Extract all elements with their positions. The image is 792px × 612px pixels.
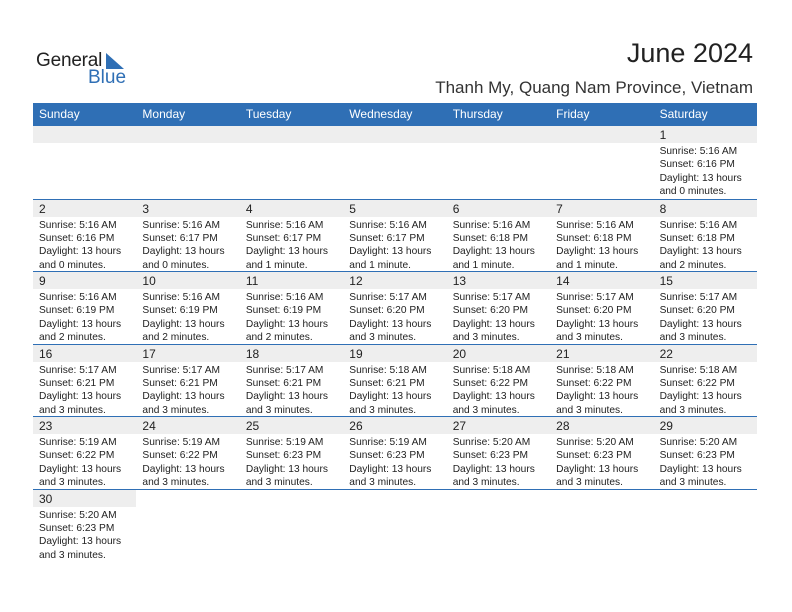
daylight-text: Daylight: 13 hours bbox=[349, 318, 432, 330]
day-sun-info bbox=[33, 217, 136, 273]
day-sun-info bbox=[550, 289, 653, 345]
empty-day-cell bbox=[240, 490, 343, 563]
day-number-bar bbox=[240, 200, 343, 217]
day-sun-info bbox=[550, 217, 653, 273]
day-cell bbox=[33, 200, 136, 273]
day-number-bar bbox=[654, 126, 757, 143]
daylight-minutes-text: and 2 minutes. bbox=[142, 332, 210, 344]
sunrise-text: Sunrise: 5:17 AM bbox=[556, 292, 634, 303]
day-number: 19 bbox=[349, 346, 363, 361]
daylight-minutes-text: and 2 minutes. bbox=[245, 332, 313, 344]
sunset-text: Sunset: 6:17 PM bbox=[142, 232, 218, 244]
day-sun-info bbox=[33, 289, 136, 345]
daylight-text: Daylight: 13 hours bbox=[142, 246, 225, 258]
daylight-text: Daylight: 13 hours bbox=[659, 391, 742, 403]
sunset-text: Sunset: 6:19 PM bbox=[142, 305, 218, 317]
day-sun-info bbox=[447, 289, 550, 345]
daylight-text: Daylight: 13 hours bbox=[142, 318, 225, 330]
sunrise-text: Sunrise: 5:19 AM bbox=[39, 437, 117, 448]
daylight-text: Daylight: 13 hours bbox=[452, 463, 535, 475]
daylight-text: Daylight: 13 hours bbox=[39, 391, 122, 403]
day-number-bar bbox=[447, 126, 550, 143]
empty-day-cell bbox=[550, 490, 653, 563]
daylight-minutes-text: and 0 minutes. bbox=[659, 186, 727, 198]
day-number-bar bbox=[136, 200, 239, 217]
day-cell bbox=[550, 417, 653, 490]
day-cell bbox=[33, 417, 136, 490]
sunrise-text: Sunrise: 5:16 AM bbox=[39, 292, 117, 303]
day-sun-info bbox=[136, 289, 239, 345]
daylight-minutes-text: and 3 minutes. bbox=[452, 477, 520, 489]
daylight-minutes-text: and 3 minutes. bbox=[556, 477, 623, 489]
day-sun-info bbox=[447, 434, 550, 490]
day-cell bbox=[33, 272, 136, 345]
daylight-minutes-text: and 2 minutes. bbox=[659, 259, 727, 271]
calendar-week-row bbox=[33, 489, 757, 562]
logo-word-general: General bbox=[36, 50, 103, 71]
daylight-minutes-text: and 3 minutes. bbox=[659, 404, 727, 416]
sunset-text: Sunset: 6:20 PM bbox=[556, 305, 632, 317]
weekday-monday: Monday bbox=[142, 107, 186, 121]
day-number-bar bbox=[240, 126, 343, 143]
day-cell bbox=[654, 200, 757, 273]
daylight-minutes-text: and 3 minutes. bbox=[245, 404, 313, 416]
daylight-minutes-text: and 3 minutes. bbox=[659, 477, 727, 489]
daylight-minutes-text: and 3 minutes. bbox=[349, 477, 417, 489]
daylight-text: Daylight: 13 hours bbox=[245, 463, 328, 475]
day-number: 5 bbox=[349, 201, 356, 216]
daylight-text: Daylight: 13 hours bbox=[349, 391, 432, 403]
sunrise-text: Sunrise: 5:16 AM bbox=[556, 219, 634, 231]
day-number: 29 bbox=[659, 419, 673, 433]
day-cell bbox=[136, 417, 239, 490]
day-cell bbox=[550, 272, 653, 345]
daylight-text: Daylight: 13 hours bbox=[556, 391, 639, 403]
day-sun-info bbox=[33, 434, 136, 490]
sunrise-text: Sunrise: 5:20 AM bbox=[39, 509, 117, 521]
page-title: June 2024 bbox=[626, 38, 753, 68]
empty-day-cell bbox=[343, 126, 446, 199]
day-number: 10 bbox=[142, 274, 156, 288]
weekday-friday: Friday bbox=[556, 107, 590, 121]
sunrise-text: Sunrise: 5:17 AM bbox=[245, 364, 324, 376]
sunrise-text: Sunrise: 5:16 AM bbox=[142, 292, 221, 303]
daylight-text: Daylight: 13 hours bbox=[142, 463, 225, 475]
sunrise-text: Sunrise: 5:20 AM bbox=[556, 437, 634, 448]
sunrise-text: Sunrise: 5:16 AM bbox=[142, 219, 221, 231]
day-sun-info bbox=[240, 434, 343, 490]
day-number: 14 bbox=[556, 274, 570, 288]
daylight-minutes-text: and 2 minutes. bbox=[39, 332, 106, 344]
daylight-text: Daylight: 13 hours bbox=[659, 463, 742, 475]
day-number-bar bbox=[240, 490, 343, 507]
day-cell bbox=[240, 345, 343, 418]
daylight-text: Daylight: 13 hours bbox=[556, 463, 639, 475]
day-sun-info bbox=[343, 362, 446, 418]
daylight-text: Daylight: 13 hours bbox=[659, 318, 742, 330]
sunset-text: Sunset: 6:17 PM bbox=[349, 232, 425, 244]
sunrise-text: Sunrise: 5:17 AM bbox=[39, 364, 117, 376]
day-cell bbox=[447, 272, 550, 345]
sunrise-text: Sunrise: 5:17 AM bbox=[349, 292, 427, 303]
sunrise-text: Sunrise: 5:18 AM bbox=[452, 364, 531, 376]
day-number: 6 bbox=[452, 201, 460, 216]
empty-day-cell bbox=[343, 490, 446, 563]
day-number-bar bbox=[33, 200, 136, 217]
day-number-bar bbox=[654, 200, 757, 217]
day-sun-info bbox=[550, 362, 653, 418]
day-number: 1 bbox=[659, 128, 667, 142]
empty-day-cell bbox=[654, 490, 757, 563]
day-number: 2 bbox=[39, 201, 46, 216]
sunset-text: Sunset: 6:23 PM bbox=[659, 450, 735, 462]
daylight-minutes-text: and 0 minutes. bbox=[39, 259, 106, 271]
sunset-text: Sunset: 6:18 PM bbox=[659, 232, 735, 244]
sunset-text: Sunset: 6:22 PM bbox=[659, 377, 735, 389]
day-number-bar bbox=[343, 126, 446, 143]
day-sun-info bbox=[240, 362, 343, 418]
sunset-text: Sunset: 6:21 PM bbox=[349, 377, 425, 389]
daylight-minutes-text: and 1 minute. bbox=[245, 259, 308, 271]
daylight-text: Daylight: 13 hours bbox=[245, 318, 328, 330]
sunset-text: Sunset: 6:23 PM bbox=[39, 522, 115, 534]
daylight-text: Daylight: 13 hours bbox=[39, 246, 122, 258]
day-cell bbox=[447, 200, 550, 273]
daylight-minutes-text: and 1 minute. bbox=[349, 259, 412, 271]
day-cell bbox=[136, 345, 239, 418]
sunset-text: Sunset: 6:22 PM bbox=[556, 377, 632, 389]
sunrise-text: Sunrise: 5:19 AM bbox=[349, 437, 427, 448]
day-number-bar bbox=[550, 490, 653, 507]
daylight-text: Daylight: 13 hours bbox=[659, 172, 742, 184]
day-number-bar bbox=[343, 490, 446, 507]
day-number-bar bbox=[343, 200, 446, 217]
weekday-wednesday: Wednesday bbox=[349, 107, 413, 121]
calendar-weeks bbox=[33, 126, 757, 561]
daylight-minutes-text: and 0 minutes. bbox=[142, 259, 210, 271]
day-sun-info bbox=[240, 217, 343, 273]
day-number-bar bbox=[447, 490, 550, 507]
calendar-grid bbox=[33, 103, 757, 561]
day-sun-info bbox=[447, 362, 550, 418]
sunset-text: Sunset: 6:18 PM bbox=[556, 232, 632, 244]
day-number: 21 bbox=[556, 346, 570, 361]
sunset-text: Sunset: 6:23 PM bbox=[349, 450, 425, 462]
sunset-text: Sunset: 6:16 PM bbox=[659, 159, 735, 171]
sunrise-text: Sunrise: 5:17 AM bbox=[452, 292, 531, 303]
daylight-text: Daylight: 13 hours bbox=[142, 391, 225, 403]
daylight-text: Daylight: 13 hours bbox=[349, 463, 432, 475]
empty-day-cell bbox=[447, 126, 550, 199]
daylight-minutes-text: and 3 minutes. bbox=[556, 404, 623, 416]
day-sun-info bbox=[136, 362, 239, 418]
sunset-text: Sunset: 6:22 PM bbox=[39, 450, 115, 462]
weekday-header bbox=[33, 103, 757, 126]
day-number-bar bbox=[447, 200, 550, 217]
day-cell bbox=[240, 417, 343, 490]
day-number: 26 bbox=[349, 419, 363, 433]
empty-day-cell bbox=[136, 490, 239, 563]
day-cell bbox=[240, 200, 343, 273]
sunrise-text: Sunrise: 5:17 AM bbox=[142, 364, 221, 376]
sunrise-text: Sunrise: 5:18 AM bbox=[556, 364, 634, 376]
day-sun-info bbox=[33, 507, 136, 563]
sunrise-text: Sunrise: 5:16 AM bbox=[39, 219, 117, 231]
day-number-bar bbox=[136, 126, 239, 143]
daylight-text: Daylight: 13 hours bbox=[452, 246, 535, 258]
sunrise-text: Sunrise: 5:19 AM bbox=[245, 437, 324, 448]
day-sun-info bbox=[654, 289, 757, 345]
sunset-text: Sunset: 6:23 PM bbox=[452, 450, 529, 462]
sunrise-text: Sunrise: 5:16 AM bbox=[659, 219, 738, 231]
day-number: 30 bbox=[39, 491, 53, 506]
day-number: 24 bbox=[142, 419, 156, 433]
sunset-text: Sunset: 6:23 PM bbox=[556, 450, 632, 462]
daylight-text: Daylight: 13 hours bbox=[39, 536, 122, 548]
weekday-thursday: Thursday bbox=[452, 107, 503, 121]
day-cell bbox=[343, 345, 446, 418]
empty-day-cell bbox=[136, 126, 239, 199]
sunset-text: Sunset: 6:20 PM bbox=[659, 305, 735, 317]
day-number: 13 bbox=[452, 274, 467, 288]
day-number: 22 bbox=[659, 346, 673, 361]
calendar-week-row bbox=[33, 126, 757, 199]
day-number: 3 bbox=[142, 201, 150, 216]
daylight-text: Daylight: 13 hours bbox=[659, 246, 742, 258]
day-sun-info bbox=[343, 289, 446, 345]
day-cell bbox=[447, 417, 550, 490]
day-number: 4 bbox=[245, 201, 253, 216]
sunrise-text: Sunrise: 5:16 AM bbox=[452, 219, 531, 231]
day-number: 18 bbox=[245, 346, 260, 361]
day-number-bar bbox=[550, 200, 653, 217]
day-sun-info bbox=[33, 362, 136, 418]
daylight-text: Daylight: 13 hours bbox=[556, 246, 639, 258]
daylight-minutes-text: and 3 minutes. bbox=[556, 332, 623, 344]
day-cell bbox=[343, 417, 446, 490]
daylight-text: Daylight: 13 hours bbox=[556, 318, 639, 330]
day-number: 16 bbox=[39, 346, 53, 361]
sunrise-text: Sunrise: 5:16 AM bbox=[349, 219, 427, 231]
sunrise-text: Sunrise: 5:16 AM bbox=[659, 146, 738, 157]
day-sun-info bbox=[654, 217, 757, 273]
daylight-minutes-text: and 3 minutes. bbox=[39, 549, 106, 561]
sunrise-text: Sunrise: 5:18 AM bbox=[659, 364, 738, 376]
logo bbox=[36, 50, 136, 90]
daylight-minutes-text: and 3 minutes. bbox=[39, 404, 106, 416]
daylight-minutes-text: and 3 minutes. bbox=[142, 404, 210, 416]
sunset-text: Sunset: 6:22 PM bbox=[142, 450, 218, 462]
day-cell bbox=[33, 345, 136, 418]
location-subtitle: Thanh My, Quang Nam Province, Vietnam bbox=[435, 78, 753, 97]
day-number-bar bbox=[33, 126, 136, 143]
day-number: 20 bbox=[452, 346, 467, 361]
calendar-week-row bbox=[33, 271, 757, 344]
day-sun-info bbox=[240, 289, 343, 345]
day-sun-info bbox=[447, 217, 550, 273]
day-cell bbox=[240, 272, 343, 345]
sunrise-text: Sunrise: 5:16 AM bbox=[245, 292, 324, 303]
day-cell bbox=[550, 345, 653, 418]
day-number-bar bbox=[136, 490, 239, 507]
day-cell bbox=[654, 417, 757, 490]
day-sun-info bbox=[136, 434, 239, 490]
calendar-week-row bbox=[33, 416, 757, 489]
weekday-tuesday: Tuesday bbox=[245, 107, 292, 121]
empty-day-cell bbox=[550, 126, 653, 199]
daylight-text: Daylight: 13 hours bbox=[452, 391, 535, 403]
calendar-week-row bbox=[33, 199, 757, 272]
day-sun-info bbox=[654, 362, 757, 418]
weekday-saturday: Saturday bbox=[659, 107, 708, 121]
empty-day-cell bbox=[240, 126, 343, 199]
sunrise-text: Sunrise: 5:17 AM bbox=[659, 292, 738, 303]
sunset-text: Sunset: 6:19 PM bbox=[245, 305, 322, 317]
daylight-text: Daylight: 13 hours bbox=[245, 246, 328, 258]
sunset-text: Sunset: 6:16 PM bbox=[39, 232, 115, 244]
sunset-text: Sunset: 6:20 PM bbox=[349, 305, 425, 317]
logo-word-blue: Blue bbox=[88, 67, 127, 88]
daylight-text: Daylight: 13 hours bbox=[452, 318, 535, 330]
daylight-minutes-text: and 3 minutes. bbox=[39, 477, 106, 489]
sunrise-text: Sunrise: 5:20 AM bbox=[452, 437, 531, 448]
empty-day-cell bbox=[447, 490, 550, 563]
sunset-text: Sunset: 6:18 PM bbox=[452, 232, 529, 244]
day-cell bbox=[654, 345, 757, 418]
daylight-minutes-text: and 1 minute. bbox=[556, 259, 618, 271]
day-cell bbox=[136, 200, 239, 273]
day-cell bbox=[343, 272, 446, 345]
day-number: 7 bbox=[556, 201, 563, 216]
day-cell bbox=[136, 272, 239, 345]
day-number-bar bbox=[654, 490, 757, 507]
sunset-text: Sunset: 6:17 PM bbox=[245, 232, 322, 244]
daylight-minutes-text: and 3 minutes. bbox=[452, 332, 520, 344]
calendar-week-row bbox=[33, 344, 757, 417]
day-number-bar bbox=[550, 126, 653, 143]
sunset-text: Sunset: 6:23 PM bbox=[245, 450, 322, 462]
day-number-bar bbox=[33, 272, 136, 289]
daylight-text: Daylight: 13 hours bbox=[245, 391, 328, 403]
sunrise-text: Sunrise: 5:16 AM bbox=[245, 219, 324, 231]
daylight-minutes-text: and 3 minutes. bbox=[245, 477, 313, 489]
sunrise-text: Sunrise: 5:18 AM bbox=[349, 364, 427, 376]
daylight-minutes-text: and 3 minutes. bbox=[452, 404, 520, 416]
daylight-minutes-text: and 3 minutes. bbox=[349, 404, 417, 416]
day-number: 9 bbox=[39, 274, 46, 288]
day-number: 8 bbox=[659, 201, 667, 216]
day-sun-info bbox=[343, 434, 446, 490]
sunset-text: Sunset: 6:19 PM bbox=[39, 305, 115, 317]
day-sun-info bbox=[654, 143, 757, 199]
day-number: 25 bbox=[245, 419, 260, 433]
day-cell bbox=[550, 200, 653, 273]
sunset-text: Sunset: 6:22 PM bbox=[452, 377, 529, 389]
empty-day-cell bbox=[33, 126, 136, 199]
day-number: 28 bbox=[556, 419, 570, 433]
sunrise-text: Sunrise: 5:20 AM bbox=[659, 437, 738, 448]
sunset-text: Sunset: 6:20 PM bbox=[452, 305, 529, 317]
weekday-sunday: Sunday bbox=[39, 107, 80, 121]
day-cell bbox=[654, 126, 757, 199]
day-cell bbox=[447, 345, 550, 418]
day-number: 17 bbox=[142, 346, 156, 361]
daylight-text: Daylight: 13 hours bbox=[39, 463, 122, 475]
day-number: 15 bbox=[659, 274, 673, 288]
day-cell bbox=[33, 490, 136, 563]
day-sun-info bbox=[550, 434, 653, 490]
day-number: 11 bbox=[245, 274, 259, 288]
sunset-text: Sunset: 6:21 PM bbox=[39, 377, 115, 389]
sunset-text: Sunset: 6:21 PM bbox=[245, 377, 322, 389]
day-sun-info bbox=[343, 217, 446, 273]
daylight-minutes-text: and 3 minutes. bbox=[349, 332, 417, 344]
day-number: 23 bbox=[39, 419, 53, 433]
sunrise-text: Sunrise: 5:19 AM bbox=[142, 437, 221, 448]
daylight-text: Daylight: 13 hours bbox=[39, 318, 122, 330]
daylight-minutes-text: and 3 minutes. bbox=[142, 477, 210, 489]
day-number: 12 bbox=[349, 274, 363, 288]
daylight-text: Daylight: 13 hours bbox=[349, 246, 432, 258]
day-sun-info bbox=[654, 434, 757, 490]
daylight-minutes-text: and 3 minutes. bbox=[659, 332, 727, 344]
sunset-text: Sunset: 6:21 PM bbox=[142, 377, 218, 389]
daylight-minutes-text: and 1 minute. bbox=[452, 259, 515, 271]
day-cell bbox=[654, 272, 757, 345]
day-sun-info bbox=[136, 217, 239, 273]
day-cell bbox=[343, 200, 446, 273]
day-number: 27 bbox=[452, 419, 467, 433]
